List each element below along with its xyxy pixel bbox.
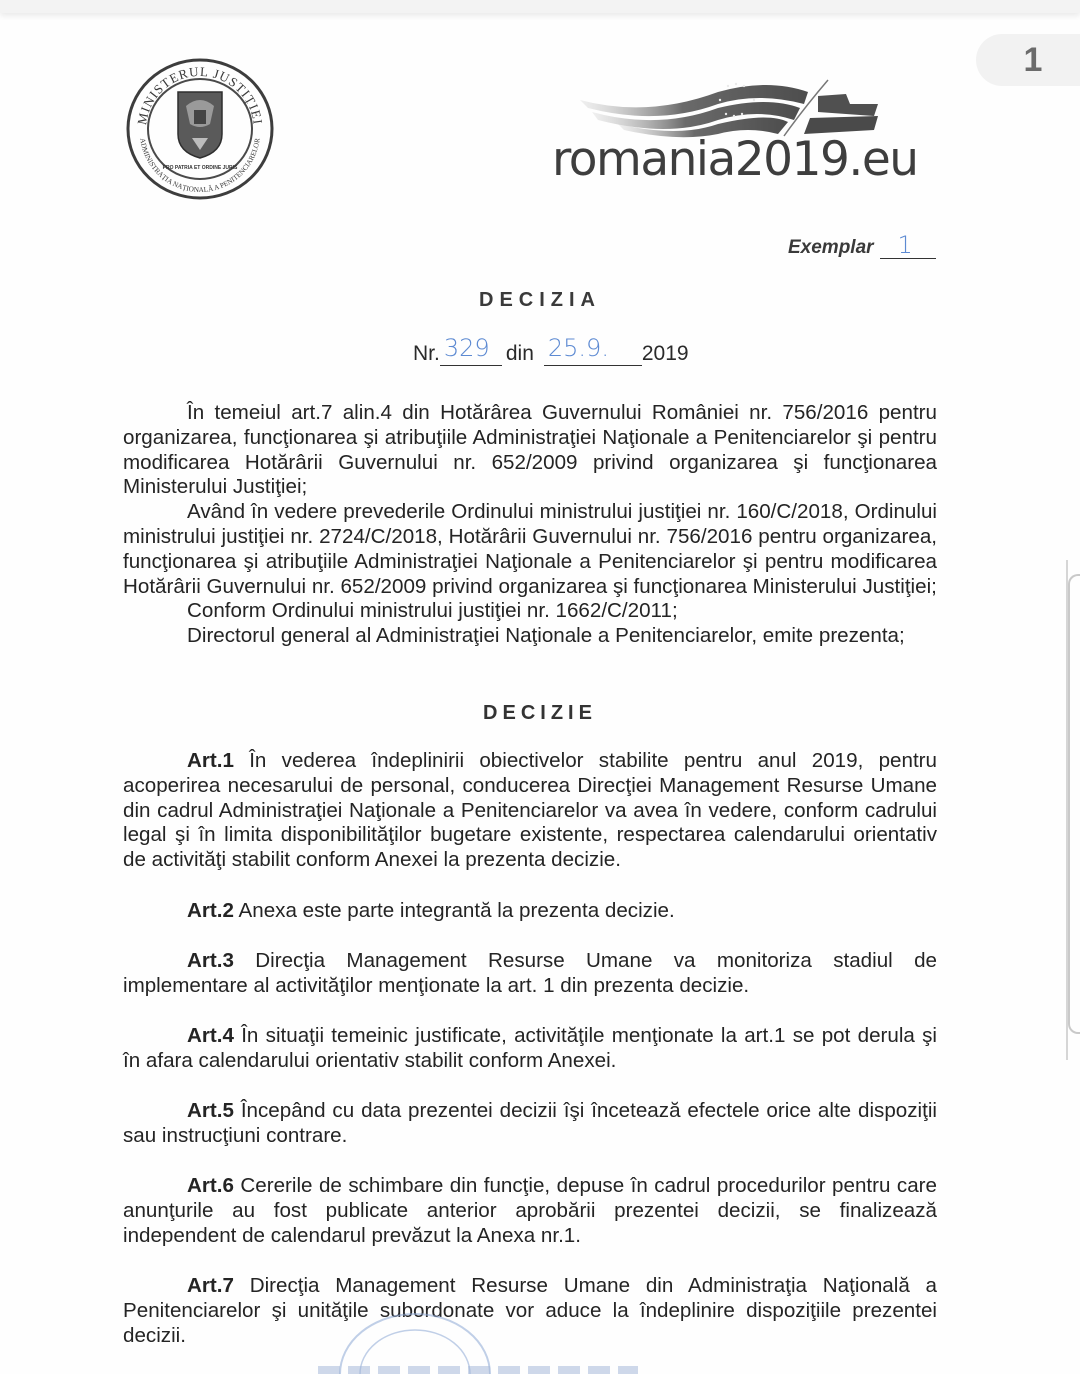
ministry-seal-logo bbox=[126, 58, 274, 200]
romania2019-logo-text: romania2019.eu bbox=[552, 132, 918, 187]
nr-label: Nr. bbox=[413, 342, 440, 365]
article-2 bbox=[123, 899, 937, 924]
nr-handwritten-value: 329 bbox=[443, 334, 490, 362]
article-3 bbox=[123, 949, 937, 999]
article-label: Art.3 bbox=[187, 949, 234, 972]
date-blank bbox=[544, 334, 642, 366]
romania2019-logo bbox=[552, 70, 918, 200]
official-stamp-icon bbox=[330, 1300, 500, 1374]
article-label: Art.2 bbox=[187, 899, 234, 922]
document-title: DECIZIA bbox=[479, 289, 601, 311]
decision-number-line bbox=[413, 334, 689, 366]
article-label: Art.5 bbox=[187, 1099, 234, 1122]
article-text: În situaţii temeinic justificate, activităţile menţionate la art.1 se pot derula şi în afara calendarului orientativ stabilit conform Anexei. bbox=[123, 1024, 937, 1072]
preamble-paragraph: În temeiul art.7 alin.4 din Hotărârea Guvernului României nr. 756/2016 pentru organizarea, funcţionarea şi atribuţiile Administraţiei Naţionale a Penitenciarelor şi pentru modificarea Hotărârii Guvernului nr. 652/2009 privind organizarea şi funcţionarea Ministerului Justiţiei; bbox=[123, 401, 937, 499]
scrollbar-thumb[interactable] bbox=[1068, 574, 1080, 1034]
cut-off-text-line bbox=[318, 1366, 638, 1374]
preamble-paragraph: Conform Ordinului ministrului justiţiei nr. 1662/C/2011; bbox=[187, 599, 678, 623]
eu-presidency-wave-icon bbox=[578, 78, 888, 138]
preamble-paragraph: Directorul general al Administraţiei Naţionale a Penitenciarelor, emite prezenta; bbox=[187, 624, 905, 648]
year-value: 2019 bbox=[641, 342, 689, 365]
article-text: Direcţia Management Resurse Umane va monitoriza stadiul de implementare al activităţilor menţionate la art. 1 din prezenta decizie. bbox=[123, 949, 937, 997]
preamble bbox=[123, 401, 937, 649]
svg-text:PRO PATRIA ET ORDINE JURIS: PRO PATRIA ET ORDINE JURIS bbox=[162, 165, 238, 171]
article-text: În vederea îndeplinirii obiectivelor stabilite pentru anul 2019, pentru acoperirea necesarului de personal, conducerea Direcţiei Management Resurse Umane din cadrul Administraţiei Naţionale a Penitenciarelor va avea în vedere, conform cadrului legal şi în limita disponibilităţilor bugetare existente, respectarea calendarului orientativ de activităţi stabilit conform Anexei la prezenta decizie. bbox=[123, 749, 937, 872]
svg-text:ADMINISTRAȚIA NAȚIONALĂ A PENI: ADMINISTRAȚIA NAȚIONALĂ A PENITENCIARELOR bbox=[138, 137, 262, 195]
article-text: Anexa este parte integrantă la prezenta decizie. bbox=[238, 899, 675, 922]
din-label: din bbox=[505, 342, 534, 365]
article-1 bbox=[123, 749, 937, 873]
article-text: Începând cu data prezentei decizii îşi încetează efectele orice alte dispoziţii sau instrucţiuni contrare. bbox=[123, 1099, 937, 1147]
article-4 bbox=[123, 1024, 937, 1074]
article-7 bbox=[123, 1274, 937, 1348]
exemplar-blank bbox=[880, 231, 936, 259]
article-label: Art.7 bbox=[187, 1274, 234, 1297]
page-number-badge bbox=[976, 34, 1080, 86]
exemplar-handwritten-value: 1 bbox=[897, 231, 913, 259]
article-text: Cererile de schimbare din funcţie, depuse în cadrul procedurilor pentru care anunţurile au fost publicate anterior aprobării prezentei decizii, se finalizează independent de calendarul prevăzut la Anexa nr.1. bbox=[123, 1174, 937, 1247]
article-label: Art.1 bbox=[187, 749, 234, 772]
article-text: Direcţia Management Resurse Umane din Administraţia Naţională a Penitenciarelor şi unităţile subordonate vor aduce la îndeplinire dispoziţiile prezentei decizii. bbox=[123, 1274, 937, 1347]
viewer-top-bar bbox=[0, 0, 1080, 13]
article-label: Art.6 bbox=[187, 1174, 234, 1197]
document-page bbox=[0, 13, 1080, 1374]
romanian-coat-of-arms-icon bbox=[126, 58, 274, 200]
decision-heading: DECIZIE bbox=[483, 702, 597, 724]
article-5 bbox=[123, 1099, 937, 1149]
nr-blank bbox=[440, 334, 502, 366]
page-number: 1 bbox=[1023, 40, 1043, 79]
exemplar-field bbox=[788, 231, 936, 259]
date-handwritten-value: 25.9. bbox=[547, 334, 609, 362]
article-6 bbox=[123, 1174, 937, 1248]
svg-text:MINISTERUL JUSTIȚIEI: MINISTERUL JUSTIȚIEI bbox=[134, 63, 266, 126]
preamble-paragraph: Având în vedere prevederile Ordinului ministrului justiţiei nr. 160/C/2018, Ordinului ministrului justiţiei nr. 2724/C/2018, Hotărârii Guvernului nr. 756/2016 pentru organizarea, funcţionarea şi atribuţiile Administraţiei Naţionale a Penitenciarelor şi pentru modificarea Hotărârii Guvernului nr. 652/2009 privind organizarea şi funcţionarea Ministerului Justiţiei; bbox=[123, 500, 937, 598]
article-label: Art.4 bbox=[187, 1024, 234, 1047]
exemplar-label: Exemplar bbox=[788, 237, 874, 258]
